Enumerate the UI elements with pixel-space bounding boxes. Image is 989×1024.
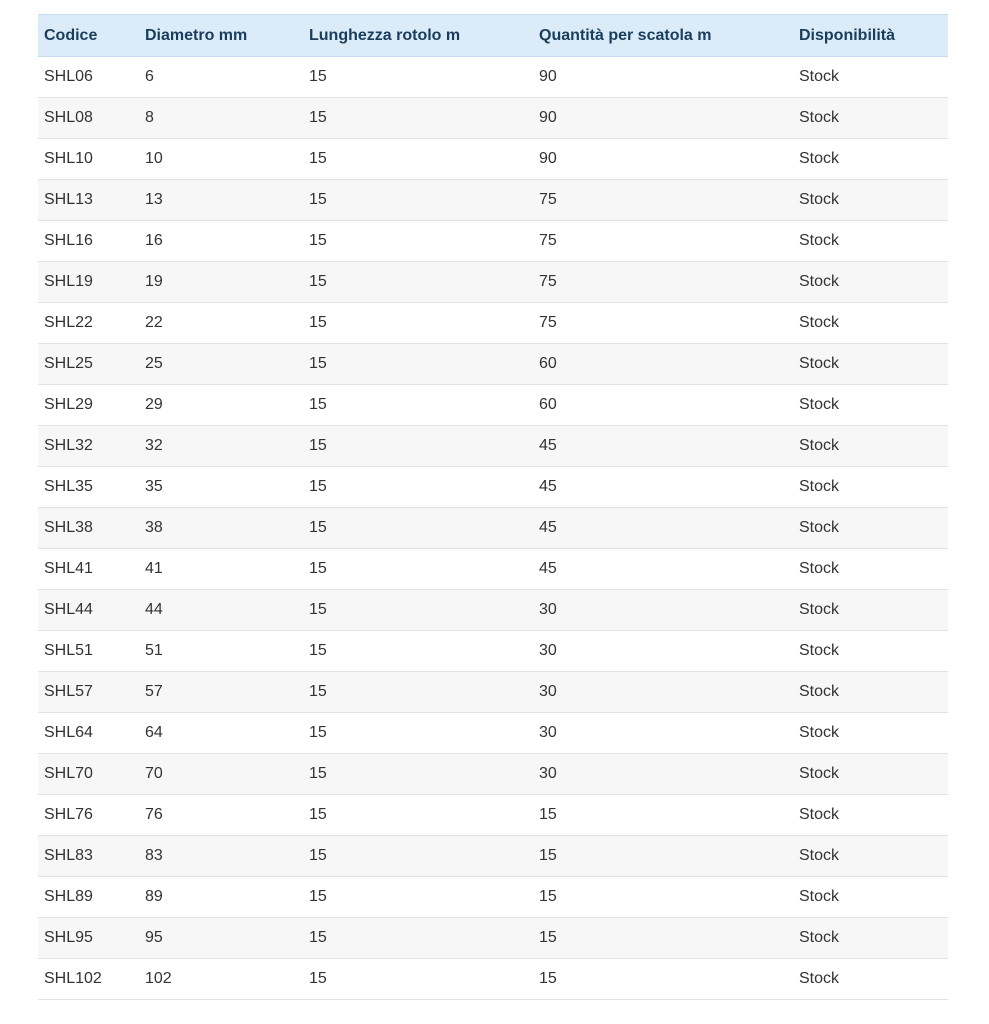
cell-lunghezza: 15 bbox=[303, 139, 533, 180]
column-header-lunghezza: Lunghezza rotolo m bbox=[303, 15, 533, 57]
table-row bbox=[38, 672, 948, 713]
table-row bbox=[38, 221, 948, 262]
cell-disponibilita: Stock bbox=[793, 180, 948, 221]
column-header-diametro: Diametro mm bbox=[139, 15, 303, 57]
table-row bbox=[38, 303, 948, 344]
cell-codice: SHL35 bbox=[38, 467, 139, 508]
cell-lunghezza: 15 bbox=[303, 713, 533, 754]
cell-quantita: 30 bbox=[533, 590, 793, 631]
cell-diametro: 51 bbox=[139, 631, 303, 672]
cell-diametro: 38 bbox=[139, 508, 303, 549]
table-row bbox=[38, 139, 948, 180]
cell-disponibilita: Stock bbox=[793, 713, 948, 754]
cell-codice: SHL95 bbox=[38, 918, 139, 959]
cell-diametro: 6 bbox=[139, 57, 303, 98]
cell-diametro: 64 bbox=[139, 713, 303, 754]
cell-codice: SHL64 bbox=[38, 713, 139, 754]
cell-codice: SHL25 bbox=[38, 344, 139, 385]
cell-quantita: 15 bbox=[533, 795, 793, 836]
cell-quantita: 75 bbox=[533, 221, 793, 262]
cell-codice: SHL06 bbox=[38, 57, 139, 98]
cell-quantita: 75 bbox=[533, 303, 793, 344]
cell-quantita: 30 bbox=[533, 672, 793, 713]
cell-lunghezza: 15 bbox=[303, 262, 533, 303]
cell-disponibilita: Stock bbox=[793, 98, 948, 139]
cell-disponibilita: Stock bbox=[793, 508, 948, 549]
cell-lunghezza: 15 bbox=[303, 221, 533, 262]
cell-codice: SHL19 bbox=[38, 262, 139, 303]
cell-diametro: 25 bbox=[139, 344, 303, 385]
cell-codice: SHL08 bbox=[38, 98, 139, 139]
cell-diametro: 10 bbox=[139, 139, 303, 180]
product-table bbox=[38, 14, 948, 1000]
cell-lunghezza: 15 bbox=[303, 754, 533, 795]
cell-diametro: 89 bbox=[139, 877, 303, 918]
cell-quantita: 60 bbox=[533, 385, 793, 426]
cell-lunghezza: 15 bbox=[303, 672, 533, 713]
column-header-codice: Codice bbox=[38, 15, 139, 57]
cell-quantita: 90 bbox=[533, 57, 793, 98]
cell-disponibilita: Stock bbox=[793, 836, 948, 877]
table-header-row bbox=[38, 15, 948, 57]
cell-codice: SHL41 bbox=[38, 549, 139, 590]
cell-disponibilita: Stock bbox=[793, 672, 948, 713]
table-row bbox=[38, 754, 948, 795]
cell-diametro: 35 bbox=[139, 467, 303, 508]
cell-quantita: 15 bbox=[533, 918, 793, 959]
cell-codice: SHL16 bbox=[38, 221, 139, 262]
cell-disponibilita: Stock bbox=[793, 426, 948, 467]
cell-disponibilita: Stock bbox=[793, 344, 948, 385]
cell-quantita: 45 bbox=[533, 426, 793, 467]
cell-codice: SHL83 bbox=[38, 836, 139, 877]
cell-disponibilita: Stock bbox=[793, 590, 948, 631]
table-row bbox=[38, 959, 948, 1000]
cell-codice: SHL70 bbox=[38, 754, 139, 795]
cell-quantita: 15 bbox=[533, 959, 793, 1000]
cell-lunghezza: 15 bbox=[303, 631, 533, 672]
cell-codice: SHL57 bbox=[38, 672, 139, 713]
column-header-disponibilita: Disponibilità bbox=[793, 15, 948, 57]
product-table-container bbox=[38, 14, 948, 1000]
cell-diametro: 29 bbox=[139, 385, 303, 426]
cell-codice: SHL10 bbox=[38, 139, 139, 180]
cell-quantita: 75 bbox=[533, 180, 793, 221]
cell-quantita: 45 bbox=[533, 508, 793, 549]
cell-disponibilita: Stock bbox=[793, 631, 948, 672]
cell-codice: SHL76 bbox=[38, 795, 139, 836]
table-row bbox=[38, 590, 948, 631]
cell-diametro: 83 bbox=[139, 836, 303, 877]
table-row bbox=[38, 57, 948, 98]
cell-diametro: 8 bbox=[139, 98, 303, 139]
cell-lunghezza: 15 bbox=[303, 549, 533, 590]
cell-disponibilita: Stock bbox=[793, 221, 948, 262]
cell-codice: SHL44 bbox=[38, 590, 139, 631]
cell-disponibilita: Stock bbox=[793, 959, 948, 1000]
cell-lunghezza: 15 bbox=[303, 467, 533, 508]
cell-disponibilita: Stock bbox=[793, 918, 948, 959]
table-row bbox=[38, 549, 948, 590]
cell-quantita: 75 bbox=[533, 262, 793, 303]
table-row bbox=[38, 877, 948, 918]
cell-lunghezza: 15 bbox=[303, 57, 533, 98]
cell-codice: SHL102 bbox=[38, 959, 139, 1000]
cell-quantita: 30 bbox=[533, 754, 793, 795]
cell-quantita: 30 bbox=[533, 713, 793, 754]
cell-diametro: 41 bbox=[139, 549, 303, 590]
table-row bbox=[38, 98, 948, 139]
table-body bbox=[38, 57, 948, 1000]
cell-diametro: 95 bbox=[139, 918, 303, 959]
table-row bbox=[38, 508, 948, 549]
table-row bbox=[38, 180, 948, 221]
table-row bbox=[38, 918, 948, 959]
cell-disponibilita: Stock bbox=[793, 262, 948, 303]
cell-codice: SHL22 bbox=[38, 303, 139, 344]
cell-diametro: 16 bbox=[139, 221, 303, 262]
cell-codice: SHL13 bbox=[38, 180, 139, 221]
cell-diametro: 13 bbox=[139, 180, 303, 221]
cell-diametro: 76 bbox=[139, 795, 303, 836]
cell-disponibilita: Stock bbox=[793, 549, 948, 590]
cell-quantita: 90 bbox=[533, 98, 793, 139]
column-header-quantita: Quantità per scatola m bbox=[533, 15, 793, 57]
cell-disponibilita: Stock bbox=[793, 877, 948, 918]
cell-quantita: 60 bbox=[533, 344, 793, 385]
cell-lunghezza: 15 bbox=[303, 918, 533, 959]
cell-quantita: 45 bbox=[533, 549, 793, 590]
table-row bbox=[38, 713, 948, 754]
cell-lunghezza: 15 bbox=[303, 426, 533, 467]
cell-quantita: 15 bbox=[533, 836, 793, 877]
table-row bbox=[38, 262, 948, 303]
cell-lunghezza: 15 bbox=[303, 877, 533, 918]
cell-lunghezza: 15 bbox=[303, 508, 533, 549]
cell-quantita: 45 bbox=[533, 467, 793, 508]
cell-diametro: 32 bbox=[139, 426, 303, 467]
cell-diametro: 19 bbox=[139, 262, 303, 303]
cell-codice: SHL89 bbox=[38, 877, 139, 918]
cell-disponibilita: Stock bbox=[793, 467, 948, 508]
cell-lunghezza: 15 bbox=[303, 590, 533, 631]
cell-codice: SHL32 bbox=[38, 426, 139, 467]
table-row bbox=[38, 344, 948, 385]
cell-disponibilita: Stock bbox=[793, 303, 948, 344]
cell-codice: SHL29 bbox=[38, 385, 139, 426]
cell-quantita: 15 bbox=[533, 877, 793, 918]
cell-disponibilita: Stock bbox=[793, 139, 948, 180]
cell-lunghezza: 15 bbox=[303, 385, 533, 426]
cell-diametro: 22 bbox=[139, 303, 303, 344]
cell-codice: SHL51 bbox=[38, 631, 139, 672]
cell-diametro: 102 bbox=[139, 959, 303, 1000]
table-row bbox=[38, 631, 948, 672]
table-header bbox=[38, 15, 948, 57]
table-row bbox=[38, 836, 948, 877]
cell-quantita: 30 bbox=[533, 631, 793, 672]
cell-diametro: 57 bbox=[139, 672, 303, 713]
cell-lunghezza: 15 bbox=[303, 98, 533, 139]
cell-disponibilita: Stock bbox=[793, 385, 948, 426]
cell-disponibilita: Stock bbox=[793, 57, 948, 98]
cell-lunghezza: 15 bbox=[303, 836, 533, 877]
cell-lunghezza: 15 bbox=[303, 303, 533, 344]
table-row bbox=[38, 467, 948, 508]
cell-codice: SHL38 bbox=[38, 508, 139, 549]
table-row bbox=[38, 426, 948, 467]
cell-disponibilita: Stock bbox=[793, 795, 948, 836]
cell-lunghezza: 15 bbox=[303, 959, 533, 1000]
cell-lunghezza: 15 bbox=[303, 344, 533, 385]
cell-quantita: 90 bbox=[533, 139, 793, 180]
cell-lunghezza: 15 bbox=[303, 180, 533, 221]
table-row bbox=[38, 795, 948, 836]
cell-disponibilita: Stock bbox=[793, 754, 948, 795]
cell-diametro: 70 bbox=[139, 754, 303, 795]
cell-diametro: 44 bbox=[139, 590, 303, 631]
cell-lunghezza: 15 bbox=[303, 795, 533, 836]
table-row bbox=[38, 385, 948, 426]
